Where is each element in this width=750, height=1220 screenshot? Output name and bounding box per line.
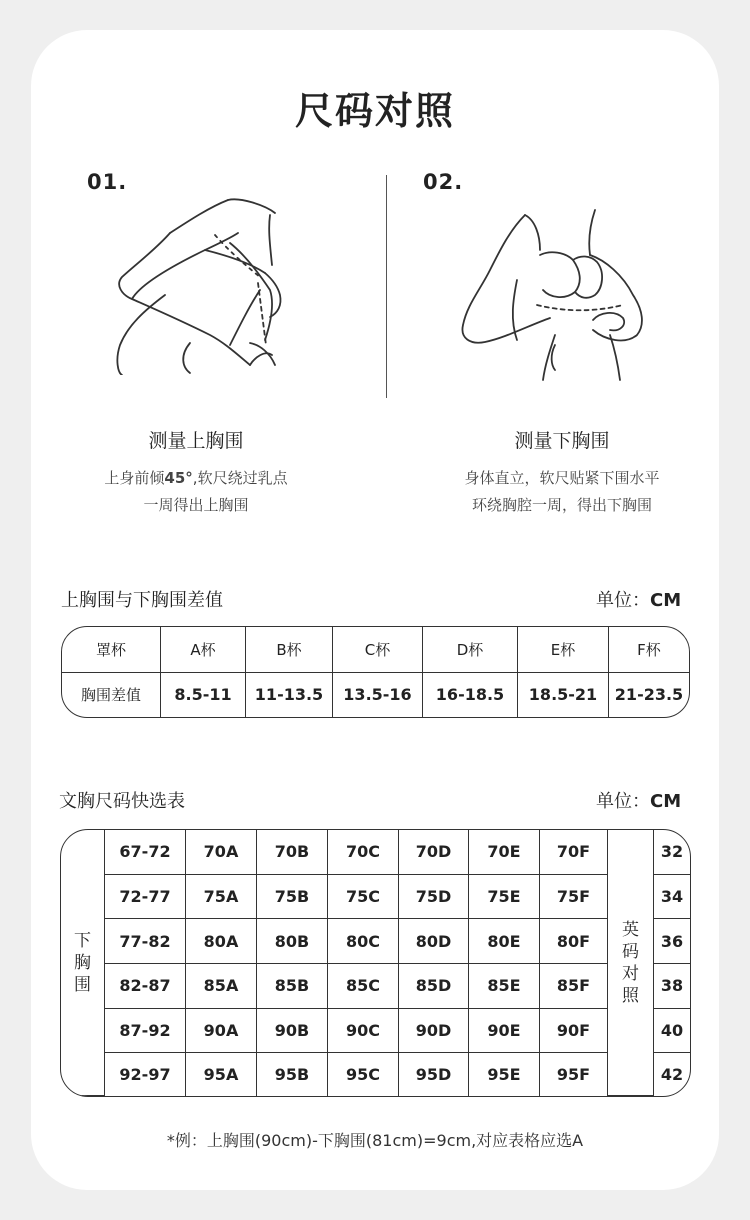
size-cell: 80C xyxy=(328,919,399,964)
size-cell: 80A xyxy=(186,919,257,964)
cup-header-row xyxy=(62,627,689,673)
step-divider xyxy=(386,175,387,398)
size-cell: 80D xyxy=(399,919,469,964)
step-1-number: 01. xyxy=(87,170,128,194)
size-cell: 75A xyxy=(186,875,257,920)
uk-size-label-char: 码 xyxy=(622,941,639,962)
underbust-range-cell: 77-82 xyxy=(105,919,186,964)
cup-table-unit-prefix: 单位： xyxy=(596,590,650,611)
size-cell: 70B xyxy=(257,830,328,875)
cup-value-cell: 13.5-16 xyxy=(333,673,423,717)
cup-row-label: 胸围差值 xyxy=(62,673,161,717)
step-2-desc-line1: 身体直立，软尺贴紧下围水平 xyxy=(464,469,660,487)
uk-size-cell: 40 xyxy=(654,1009,690,1054)
underbust-range-cell: 72-77 xyxy=(105,875,186,920)
measure-upper-bust-illustration xyxy=(110,195,310,375)
size-cell: 90A xyxy=(186,1009,257,1054)
size-cell: 85F xyxy=(540,964,608,1009)
underbust-range-cell: 87-92 xyxy=(105,1009,186,1054)
size-row xyxy=(61,964,690,1009)
size-row xyxy=(61,919,690,964)
size-cell: 90E xyxy=(469,1009,540,1054)
size-cell: 75F xyxy=(540,875,608,920)
size-cell: 85B xyxy=(257,964,328,1009)
uk-size-cell: 42 xyxy=(660,1065,684,1085)
size-table-unit-value: CM xyxy=(650,791,682,812)
size-table-unit-prefix: 单位： xyxy=(596,791,650,812)
step-1-desc-text-rest: ,软尺绕过乳点 xyxy=(192,469,288,487)
size-cell: 75C xyxy=(328,875,399,920)
step-2-description xyxy=(397,465,727,519)
cup-value-cell: 16-18.5 xyxy=(423,673,518,717)
underbust-range-cell: 82-87 xyxy=(105,964,186,1009)
cup-header-cell: A杯 xyxy=(161,627,246,673)
uk-size-label xyxy=(608,830,654,1096)
size-cell: 95E xyxy=(469,1053,540,1096)
size-cell: 90F xyxy=(540,1009,608,1054)
step-1-title: 测量上胸围 xyxy=(148,430,244,452)
underbust-label-char: 围 xyxy=(74,974,91,995)
step-1-desc-line2: 一周得出上胸围 xyxy=(143,496,249,514)
size-row xyxy=(61,830,690,875)
step-1-desc-text: 上身前倾 xyxy=(104,469,165,487)
size-table-unit xyxy=(596,787,681,813)
uk-size-cell: 36 xyxy=(654,919,690,964)
cup-header-cell: B杯 xyxy=(246,627,333,673)
size-cell: 70C xyxy=(328,830,399,875)
size-cell: 70D xyxy=(399,830,469,875)
size-cell: 90C xyxy=(328,1009,399,1054)
uk-size-cell: 32 xyxy=(654,830,690,875)
underbust-label xyxy=(61,830,105,1096)
cup-header-cell: 罩杯 xyxy=(62,627,161,673)
size-cell: 95F xyxy=(540,1053,608,1096)
size-cell: 85D xyxy=(399,964,469,1009)
cup-table-unit-value: CM xyxy=(650,590,682,611)
size-cell: 95A xyxy=(186,1053,257,1096)
size-cell: 75E xyxy=(469,875,540,920)
size-cell: 80E xyxy=(469,919,540,964)
uk-size-label-char: 对 xyxy=(622,963,639,984)
underbust-label-char: 下 xyxy=(74,930,91,951)
cup-table-label: 上胸围与下胸围差值 xyxy=(61,590,223,611)
underbust-range-cell: 92-97 xyxy=(105,1053,186,1096)
size-cell: 70A xyxy=(186,830,257,875)
uk-size-label-char: 照 xyxy=(622,985,639,1006)
cup-header-cell: E杯 xyxy=(518,627,609,673)
size-table-label: 文胸尺码快选表 xyxy=(59,791,185,812)
size-cell: 85C xyxy=(328,964,399,1009)
underbust-label-char: 胸 xyxy=(74,952,91,973)
step-2-number: 02. xyxy=(423,170,464,194)
cup-difference-table xyxy=(61,626,690,718)
cup-table-unit xyxy=(596,586,681,612)
step-1-desc-angle: 45° xyxy=(164,469,193,487)
size-row xyxy=(61,1009,690,1054)
cup-value-cell: 11-13.5 xyxy=(246,673,333,717)
page-title: 尺码对照 xyxy=(294,89,455,133)
size-cell: 80B xyxy=(257,919,328,964)
cup-header-cell: C杯 xyxy=(333,627,423,673)
cup-value-cell: 21-23.5 xyxy=(614,685,684,705)
underbust-range-cell: 67-72 xyxy=(105,830,186,875)
uk-size-label-char: 英 xyxy=(622,919,639,940)
cup-value-row xyxy=(62,673,689,717)
example-note: *例：上胸围(90cm)-下胸围(81cm)=9cm,对应表格应选A xyxy=(166,1131,584,1150)
size-cell: 80F xyxy=(540,919,608,964)
size-cell: 95B xyxy=(257,1053,328,1096)
size-cell: 75D xyxy=(399,875,469,920)
step-2-desc-line2: 环绕胸腔一周，得出下胸围 xyxy=(471,496,652,514)
step-2-title: 测量下胸围 xyxy=(514,430,610,452)
uk-size-cell: 38 xyxy=(654,964,690,1009)
cup-header-cell: D杯 xyxy=(423,627,518,673)
size-cell: 95D xyxy=(399,1053,469,1096)
size-cell: 90B xyxy=(257,1009,328,1054)
measure-underbust-illustration xyxy=(455,200,655,385)
cup-value-cell: 18.5-21 xyxy=(518,673,609,717)
size-cell: 95C xyxy=(328,1053,399,1096)
size-cell: 90D xyxy=(399,1009,469,1054)
size-cell: 85A xyxy=(186,964,257,1009)
bra-size-table xyxy=(60,829,691,1097)
cup-header-cell: F杯 xyxy=(609,627,689,673)
size-cell: 75B xyxy=(257,875,328,920)
cup-value-cell: 8.5-11 xyxy=(161,673,246,717)
size-cell: 85E xyxy=(469,964,540,1009)
size-row xyxy=(61,1053,690,1096)
step-1-description xyxy=(31,465,361,519)
size-cell: 70E xyxy=(469,830,540,875)
uk-size-cell: 34 xyxy=(654,875,690,920)
size-row xyxy=(61,875,690,920)
size-cell: 70F xyxy=(540,830,608,875)
